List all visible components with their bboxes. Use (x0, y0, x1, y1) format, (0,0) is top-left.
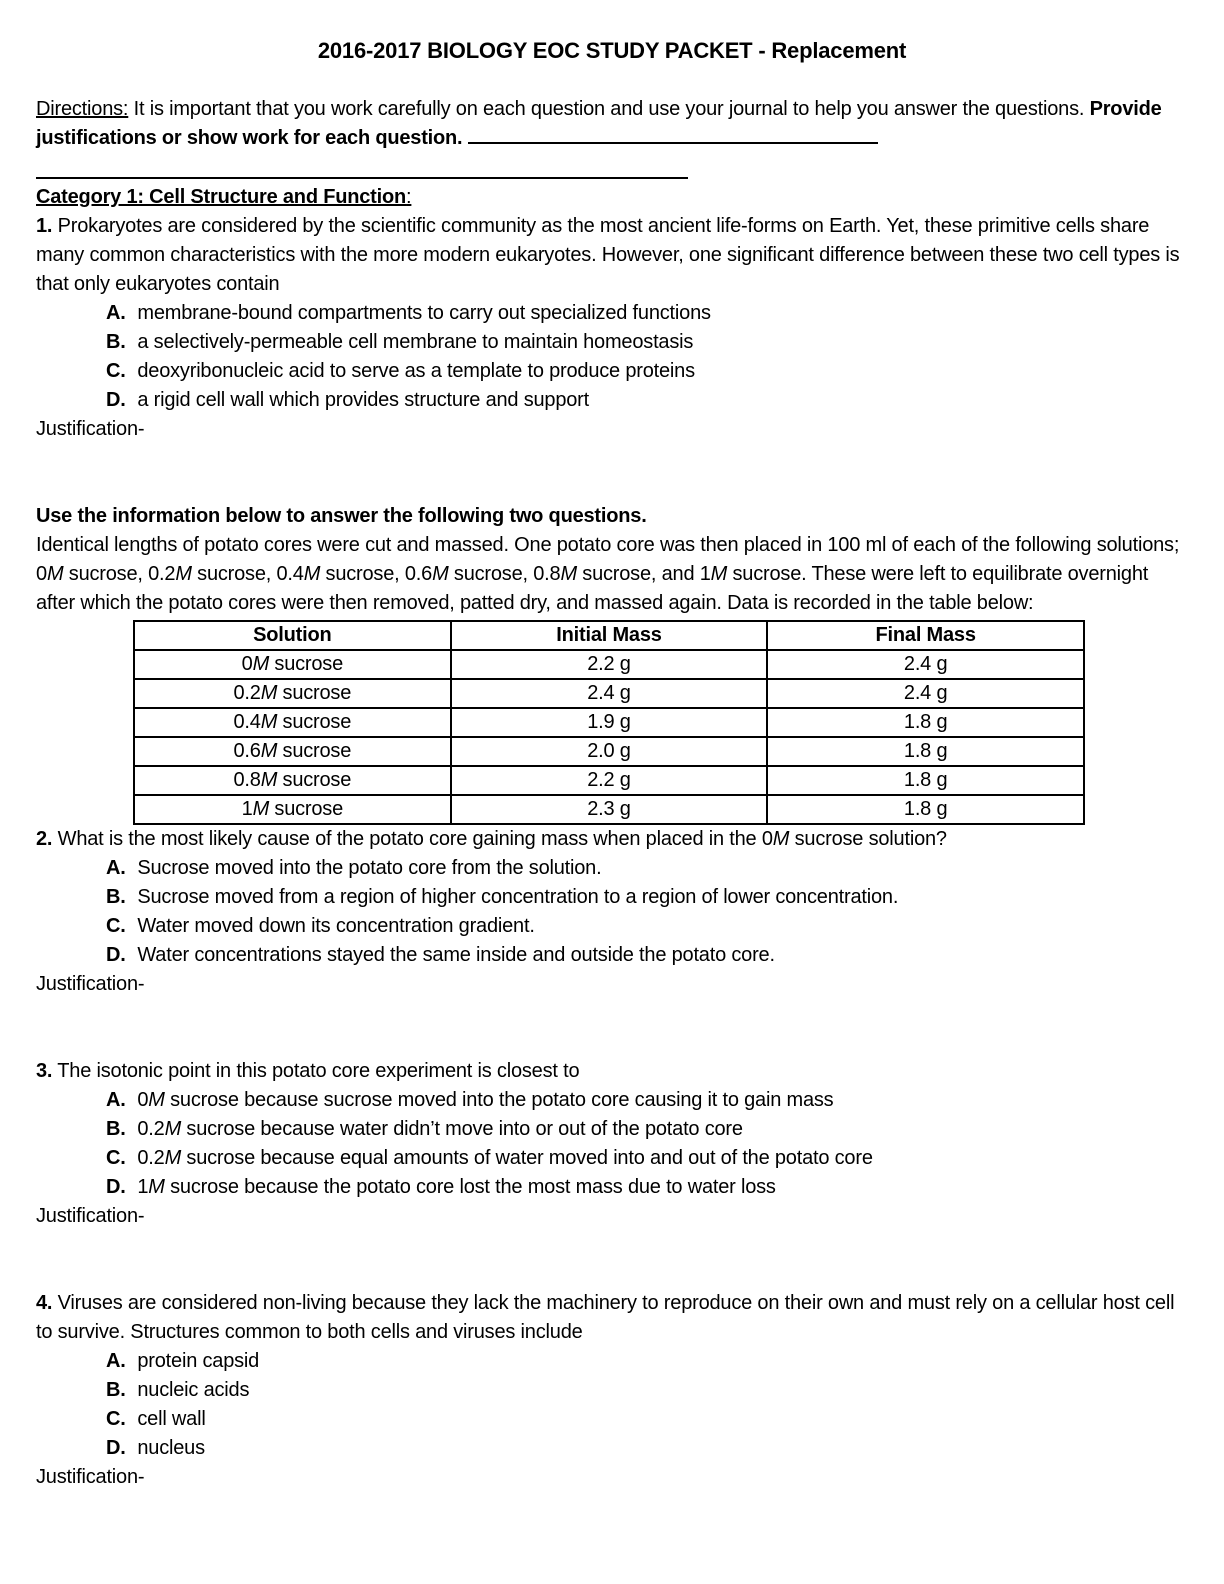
question-number: 4. (36, 1292, 53, 1314)
question-1-stem: 1. Prokaryotes are considered by the scientific community as the most ancient life-forms on Earth. Yet, these primitive cells share many common characteristics with the more modern eukaryotes. However, one significant difference between these two cell types is that only eukaryotes contain (36, 215, 1180, 295)
table-row (134, 679, 1084, 708)
category-heading: Category 1: Cell Structure and Function: (36, 186, 412, 208)
question-4-stem: 4. Viruses are considered non-living because they lack the machinery to reproduce on their own and must rely on a cellular host cell to survive. Structures common to both cells and viruses include (36, 1292, 1175, 1343)
page-title: 2016-2017 BIOLOGY EOC STUDY PACKET - Replacement (317, 38, 907, 63)
choice-c: C. cell wall (106, 1408, 206, 1430)
final-mass-cell: 2.4 g (767, 650, 1084, 679)
table-row (134, 708, 1084, 737)
final-mass-cell: 2.4 g (767, 679, 1084, 708)
column-header-final-mass: Final Mass (767, 621, 1084, 650)
initial-mass-cell: 2.4 g (451, 679, 768, 708)
directions-label: Directions: (36, 98, 129, 120)
fill-in-line (36, 153, 688, 179)
question-number: 1. (36, 215, 53, 237)
choice-a: A. 0M sucrose because sucrose moved into the potato core causing it to gain mass (106, 1089, 834, 1111)
choice-a: A. Sucrose moved into the potato core from the solution. (106, 857, 602, 879)
choice-d: D. Water concentrations stayed the same inside and outside the potato core. (106, 944, 775, 966)
choice-d: D. a rigid cell wall which provides structure and support (106, 389, 590, 411)
question-2-stem: 2. What is the most likely cause of the potato core gaining mass when placed in the 0M sucrose solution? (36, 828, 947, 850)
question-number: 3. (36, 1060, 53, 1082)
question-1-choices (106, 299, 1188, 415)
solution-cell: 1M sucrose (134, 795, 451, 824)
solution-cell: 0.6M sucrose (134, 737, 451, 766)
choice-c: C. 0.2M sucrose because equal amounts of water moved into and out of the potato core (106, 1147, 873, 1169)
final-mass-cell: 1.8 g (767, 737, 1084, 766)
passage-text: Identical lengths of potato cores were cut and massed. One potato core was then placed in 100 ml of each of the following solutions; 0M sucrose, 0.2M sucrose, 0.4M sucrose, 0.6M sucrose, 0.8M sucrose, and 1M sucrose. These were left to equilibrate overnight after which the potato cores were then removed, patted dry, and massed again. Data is recorded in the table below: (36, 534, 1180, 614)
justification-label: Justification- (36, 1466, 145, 1488)
choice-d: D. nucleus (106, 1437, 205, 1459)
column-header-solution: Solution (134, 621, 451, 650)
solution-cell: 0.4M sucrose (134, 708, 451, 737)
initial-mass-cell: 1.9 g (451, 708, 768, 737)
initial-mass-cell: 2.2 g (451, 766, 768, 795)
question-number: 2. (36, 828, 53, 850)
choice-a: A. protein capsid (106, 1350, 260, 1372)
column-header-initial-mass: Initial Mass (451, 621, 768, 650)
initial-mass-cell: 2.2 g (451, 650, 768, 679)
directions-text: It is important that you work carefully on each question and use your journal to help you answer the questions. (128, 98, 1090, 120)
choice-b: B. 0.2M sucrose because water didn’t move into or out of the potato core (106, 1118, 743, 1140)
choice-b: B. a selectively-permeable cell membrane to maintain homeostasis (106, 331, 694, 353)
directions (36, 95, 1188, 153)
justification-label: Justification- (36, 973, 145, 995)
final-mass-cell: 1.8 g (767, 766, 1084, 795)
initial-mass-cell: 2.0 g (451, 737, 768, 766)
final-mass-cell: 1.8 g (767, 708, 1084, 737)
question-3-choices (106, 1086, 1188, 1202)
choice-c: C. deoxyribonucleic acid to serve as a template to produce proteins (106, 360, 695, 382)
solution-cell: 0.2M sucrose (134, 679, 451, 708)
passage-heading: Use the information below to answer the following two questions. (36, 505, 647, 527)
justification-label: Justification- (36, 418, 145, 440)
choice-d: D. 1M sucrose because the potato core lost the most mass due to water loss (106, 1176, 776, 1198)
choice-b: B. nucleic acids (106, 1379, 250, 1401)
table-row (134, 737, 1084, 766)
table-header-row (134, 621, 1084, 650)
table-row (134, 766, 1084, 795)
potato-core-data-table (133, 620, 1085, 825)
table-row (134, 795, 1084, 824)
question-2-choices (106, 854, 1188, 970)
directions-bold-text: Provide justifications or show work for each question. (36, 98, 1162, 149)
final-mass-cell: 1.8 g (767, 795, 1084, 824)
question-4-choices (106, 1347, 1188, 1463)
solution-cell: 0M sucrose (134, 650, 451, 679)
question-3-stem: 3. The isotonic point in this potato core experiment is closest to (36, 1060, 580, 1082)
justification-label: Justification- (36, 1205, 145, 1227)
fill-in-line (468, 128, 878, 144)
initial-mass-cell: 2.3 g (451, 795, 768, 824)
table-row (134, 650, 1084, 679)
choice-a: A. membrane-bound compartments to carry out specialized functions (106, 302, 711, 324)
choice-b: B. Sucrose moved from a region of higher concentration to a region of lower concentration. (106, 886, 899, 908)
solution-cell: 0.8M sucrose (134, 766, 451, 795)
choice-c: C. Water moved down its concentration gradient. (106, 915, 535, 937)
